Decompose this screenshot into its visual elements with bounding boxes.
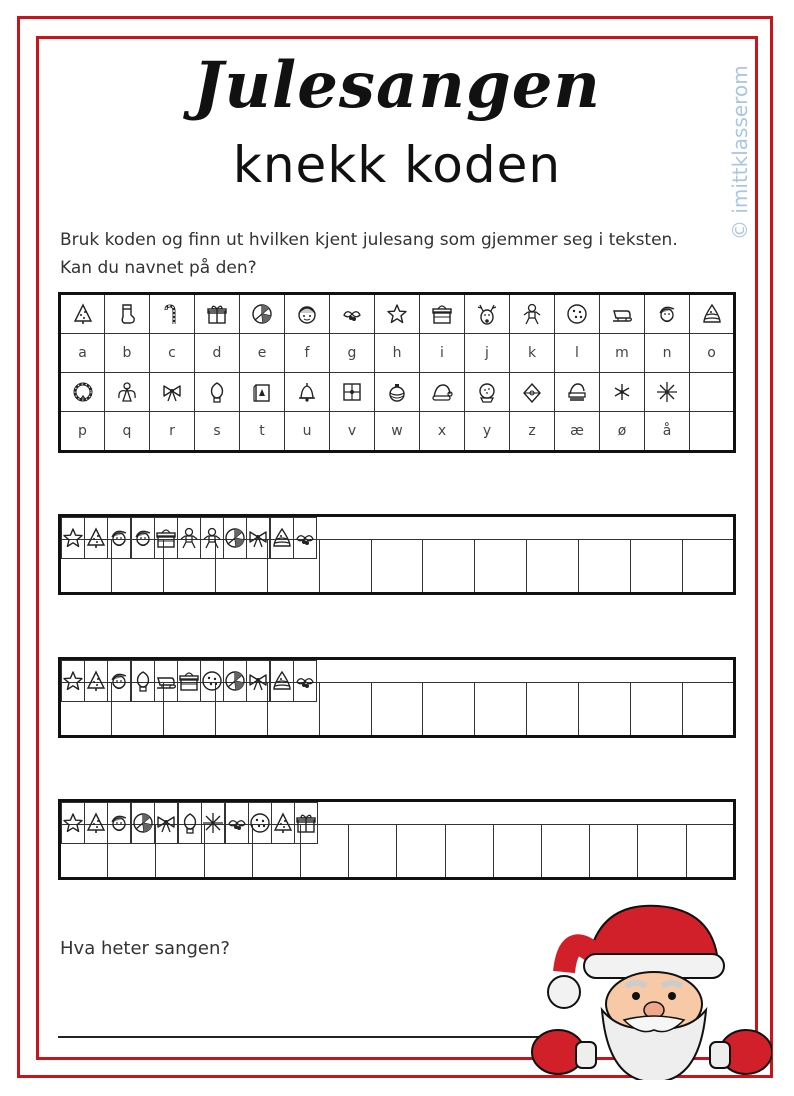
code-key-table: [58, 292, 736, 453]
key-icon-cell: [330, 294, 375, 334]
key-letter-cell: å: [645, 412, 690, 452]
puzzle-symbol-cell: [155, 661, 178, 702]
puzzle-symbol-cell: [108, 518, 131, 559]
cookie-icon: [249, 812, 271, 834]
key-icon-row: [60, 294, 735, 334]
key-letter-cell: r: [150, 412, 195, 452]
bow-icon: [247, 527, 269, 549]
star-icon: [386, 303, 408, 325]
star-icon: [62, 527, 84, 549]
key-letter-cell: n: [645, 334, 690, 373]
key-icon-cell: [600, 294, 645, 334]
puzzle-answer-cell[interactable]: [371, 683, 423, 737]
key-letter-cell: m: [600, 334, 645, 373]
key-icon-cell: [555, 294, 600, 334]
key-letter-cell: e: [240, 334, 285, 373]
present-basket-icon: [155, 527, 177, 549]
puzzle-symbol-cell: [247, 518, 270, 559]
tree-cake-icon: [271, 670, 293, 692]
puzzle-answer-cell[interactable]: [493, 825, 541, 879]
key-icon-cell: [150, 294, 195, 334]
puzzle-answer-cell[interactable]: [423, 683, 475, 737]
puzzle-answer-cell[interactable]: [527, 540, 579, 594]
puzzle-symbol-row: [61, 660, 83, 682]
key-icon-cell: [600, 373, 645, 412]
santa-face-icon: [656, 303, 678, 325]
puzzle-symbol-cell: [224, 661, 247, 702]
puzzle-symbol-cell: [226, 803, 249, 844]
key-letter-cell: h: [375, 334, 420, 373]
puzzle-answer-cell[interactable]: [683, 683, 735, 737]
key-icon-cell: [690, 294, 735, 334]
question-label: Hva heter sangen?: [60, 938, 230, 959]
tree-icon: [72, 303, 94, 325]
key-letter-cell: t: [240, 412, 285, 452]
puzzle-row-2: [58, 657, 736, 738]
puzzle-answer-cell[interactable]: [631, 683, 683, 737]
key-letter-cell: i: [420, 334, 465, 373]
santa-hat-icon: [431, 381, 453, 403]
key-icon-cell: [195, 373, 240, 412]
instruction-line-2: Kan du navnet på den?: [60, 258, 257, 278]
puzzle-symbol-cell: [85, 661, 108, 702]
peppermint-icon: [224, 670, 246, 692]
key-letter-cell: z: [510, 412, 555, 452]
key-letter-cell: w: [375, 412, 420, 452]
santa-face-icon: [108, 812, 130, 834]
bow-icon: [247, 670, 269, 692]
puzzle-answer-cell[interactable]: [683, 540, 735, 594]
key-letter-cell: f: [285, 334, 330, 373]
puzzle-symbol-cell: [247, 661, 270, 702]
puzzle-symbol-cell: [272, 803, 295, 844]
key-letter-row: [60, 412, 735, 452]
key-letter-cell: j: [465, 334, 510, 373]
gingerbread-man-icon: [521, 303, 543, 325]
gift-box-icon: [206, 303, 228, 325]
puzzle-symbol-row: [61, 517, 83, 539]
key-letter-cell: x: [420, 412, 465, 452]
key-icon-cell: [690, 373, 735, 412]
key-letter-cell: v: [330, 412, 375, 452]
tree-icon: [85, 527, 107, 549]
key-icon-cell: [645, 373, 690, 412]
key-icon-cell: [420, 373, 465, 412]
puzzle-answer-cell[interactable]: [638, 825, 686, 879]
holly-icon: [294, 670, 316, 692]
key-letter-cell: [690, 412, 735, 452]
elf-face-icon: [296, 303, 318, 325]
gift-box-icon: [295, 812, 317, 834]
gingerbread-man-icon: [201, 527, 223, 549]
puzzle-symbol-cell: [132, 661, 155, 702]
puzzle-symbol-cell: [178, 518, 201, 559]
puzzle-symbol-cell: [271, 661, 294, 702]
puzzle-answer-cell[interactable]: [319, 540, 371, 594]
key-icon-cell: [645, 294, 690, 334]
puzzle-answer-cell[interactable]: [397, 825, 445, 879]
puzzle-symbol-cell: [179, 803, 202, 844]
snowflake-icon: [611, 381, 633, 403]
key-icon-cell: [375, 373, 420, 412]
puzzle-symbol-cell: [132, 518, 155, 559]
key-letter-cell: l: [555, 334, 600, 373]
holly-icon: [294, 527, 316, 549]
reindeer-icon: [476, 303, 498, 325]
key-letter-cell: y: [465, 412, 510, 452]
sleigh-icon: [611, 303, 633, 325]
tree-icon: [85, 670, 107, 692]
cookie-icon: [201, 670, 223, 692]
key-icon-cell: [510, 294, 555, 334]
puzzle-row-1: [58, 514, 736, 595]
key-icon-cell: [465, 294, 510, 334]
puzzle-symbol-cell: [62, 803, 85, 844]
key-icon-cell: [240, 373, 285, 412]
sleigh-icon: [155, 670, 177, 692]
light-bulb-icon: [179, 812, 201, 834]
key-letter-cell: o: [690, 334, 735, 373]
puzzle-answer-cell[interactable]: [349, 825, 397, 879]
key-letter-cell: c: [150, 334, 195, 373]
key-letter-cell: g: [330, 334, 375, 373]
hat-gift-icon: [566, 381, 588, 403]
puzzle-symbol-cell: [62, 518, 85, 559]
puzzle-answer-cell[interactable]: [475, 683, 527, 737]
puzzle-symbol-cell: [85, 518, 108, 559]
snowflake-large-icon: [202, 812, 224, 834]
key-icon-cell: [285, 373, 330, 412]
puzzle-symbol-cell: [249, 803, 272, 844]
key-icon-cell: [105, 373, 150, 412]
bauble-icon: [521, 381, 543, 403]
puzzle-answer-cell[interactable]: [475, 540, 527, 594]
gingerbread-man-icon: [178, 527, 200, 549]
star-icon: [62, 670, 84, 692]
light-bulb-icon: [132, 670, 154, 692]
santa-face-icon: [132, 527, 154, 549]
key-letter-cell: q: [105, 412, 150, 452]
star-icon: [62, 812, 84, 834]
present-basket-icon: [178, 670, 200, 692]
puzzle-symbol-cell: [295, 803, 318, 844]
key-letter-cell: a: [60, 334, 105, 373]
santa-illustration: [528, 892, 772, 1080]
puzzle-symbol-cell: [132, 803, 155, 844]
wreath-icon: [72, 381, 94, 403]
puzzle-symbol-cell: [178, 661, 201, 702]
puzzle-answer-cell[interactable]: [527, 683, 579, 737]
answer-line[interactable]: [58, 1036, 578, 1038]
present-basket-icon: [431, 303, 453, 325]
puzzle-symbol-cell: [201, 518, 224, 559]
key-icon-cell: [60, 294, 105, 334]
snow-globe-icon: [476, 381, 498, 403]
ornament-icon: [386, 381, 408, 403]
key-icon-cell: [330, 373, 375, 412]
puzzle-symbol-cell: [85, 803, 108, 844]
key-letter-cell: æ: [555, 412, 600, 452]
key-icon-cell: [555, 373, 600, 412]
candy-cane-icon: [161, 303, 183, 325]
holly-icon: [341, 303, 363, 325]
stocking-icon: [116, 303, 138, 325]
key-letter-cell: u: [285, 412, 330, 452]
page-subtitle: knekk koden: [232, 136, 562, 194]
puzzle-symbol-cell: [108, 661, 131, 702]
santa-face-icon: [108, 527, 130, 549]
instruction-line-1: Bruk koden og finn ut hvilken kjent julesang som gjemmer seg i teksten.: [60, 230, 678, 250]
light-bulb-icon: [206, 381, 228, 403]
watermark: © imittklasserom: [728, 65, 752, 240]
puzzle-symbol-cell: [201, 661, 224, 702]
key-icon-cell: [465, 373, 510, 412]
peppermint-icon: [224, 527, 246, 549]
tree-cake-icon: [701, 303, 723, 325]
key-letter-cell: k: [510, 334, 555, 373]
puzzle-answer-cell[interactable]: [371, 540, 423, 594]
angel-icon: [116, 381, 138, 403]
tree-icon: [272, 812, 294, 834]
puzzle-answer-cell[interactable]: [423, 540, 475, 594]
key-icon-cell: [195, 294, 240, 334]
key-icon-cell: [510, 373, 555, 412]
key-letter-cell: s: [195, 412, 240, 452]
bow-icon: [155, 812, 177, 834]
bow-icon: [161, 381, 183, 403]
key-icon-cell: [420, 294, 465, 334]
santa-face-icon: [108, 670, 130, 692]
framed-gift-icon: [341, 381, 363, 403]
tree-cake-icon: [271, 527, 293, 549]
tree-icon: [85, 812, 107, 834]
puzzle-answer-cell[interactable]: [445, 825, 493, 879]
puzzle-answer-cell[interactable]: [590, 825, 638, 879]
key-letter-cell: d: [195, 334, 240, 373]
puzzle-answer-cell[interactable]: [579, 683, 631, 737]
christmas-card-icon: [251, 381, 273, 403]
peppermint-icon: [132, 812, 154, 834]
page-title: Julesangen: [193, 48, 601, 123]
puzzle-answer-cell[interactable]: [686, 825, 734, 879]
puzzle-symbol-cell: [294, 661, 317, 702]
puzzle-answer-cell[interactable]: [631, 540, 683, 594]
key-icon-cell: [375, 294, 420, 334]
puzzle-symbol-cell: [62, 661, 85, 702]
holly-icon: [226, 812, 248, 834]
puzzle-symbol-cell: [294, 518, 317, 559]
key-icon-cell: [285, 294, 330, 334]
key-letter-cell: b: [105, 334, 150, 373]
puzzle-symbol-row: [61, 802, 83, 824]
puzzle-symbol-cell: [202, 803, 225, 844]
puzzle-answer-cell[interactable]: [542, 825, 590, 879]
bell-icon: [296, 381, 318, 403]
puzzle-symbol-cell: [155, 803, 178, 844]
puzzle-symbol-cell: [271, 518, 294, 559]
puzzle-symbol-cell: [224, 518, 247, 559]
key-icon-row: [60, 373, 735, 412]
puzzle-row-3: [58, 799, 736, 880]
puzzle-symbol-cell: [155, 518, 178, 559]
key-letter-cell: ø: [600, 412, 645, 452]
key-icon-cell: [150, 373, 195, 412]
cookie-icon: [566, 303, 588, 325]
key-icon-cell: [105, 294, 150, 334]
snowflake-large-icon: [656, 381, 678, 403]
puzzle-answer-cell[interactable]: [319, 683, 371, 737]
key-letter-row: [60, 334, 735, 373]
puzzle-symbol-cell: [108, 803, 131, 844]
key-icon-cell: [60, 373, 105, 412]
key-icon-cell: [240, 294, 285, 334]
key-letter-cell: p: [60, 412, 105, 452]
peppermint-icon: [251, 303, 273, 325]
puzzle-answer-cell[interactable]: [579, 540, 631, 594]
